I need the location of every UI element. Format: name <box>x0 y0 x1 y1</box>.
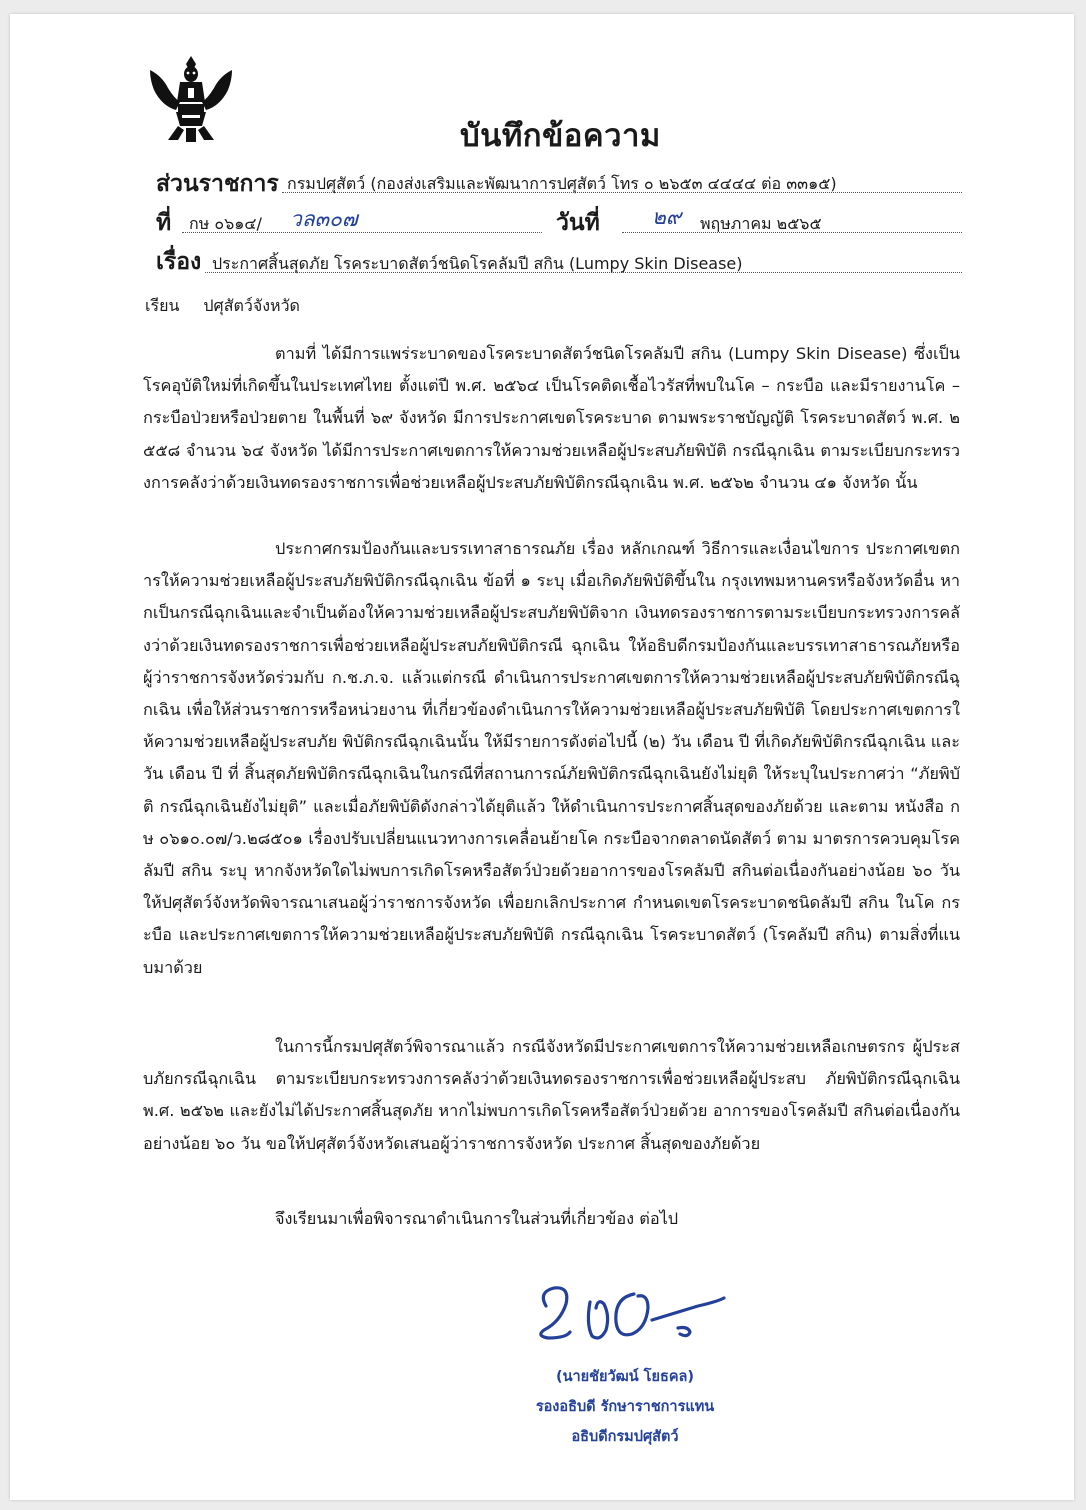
signer-position: รองอธิบดี รักษาราชการแทน <box>535 1399 715 1415</box>
subject-label: เรื่อง <box>156 249 202 275</box>
paragraph-2: ประกาศกรมป้องกันและบรรเทาสาธารณภัย เรื่อง หลักเกณฑ์ วิธีการและเงื่อนไขการ ประกาศเขตการให้ความช่วยเหลือผู้ประสบภัยพิบัติกรณีฉุกเฉิน ข้อที่ ๑ ระบุ เมื่อเกิดภัยพิบัติขึ้นใน กรุงเทพมหานครหรือจังหวัดอื่น หากเป็นกรณีฉุกเฉินและจำเป็นต้องให้ความช่วยเหลือผู้ประสบภัยพิบัติจาก เงินทดรองราชการตามระเบียบกระทรวงการคลังว่าด้วยเงินทดรองราชการเพื่อช่วยเหลือผู้ประสบภัยพิบัติกรณี ฉุกเฉิน ให้อธิบดีกรมป้องกันและบรรเทาสาธารณภัยหรือผู้ว่าราชการจังหวัดร่วมกับ ก.ช.ภ.จ. แล้วแต่กรณี ดำเนินการประกาศเขตการให้ความช่วยเหลือผู้ประสบภัยพิบัติกรณีฉุกเฉิน เพื่อให้ส่วนราชการหรือหน่วยงาน ที่เกี่ยวข้องดำเนินการให้ความช่วยเหลือผู้ประสบภัยพิบัติ โดยประกาศเขตการให้ความช่วยเหลือผู้ประสบภัย พิบัติกรณีฉุกเฉินนั้น ให้มีรายการดังต่อไปนี้ (๒) วัน เดือน ปี ที่เกิดภัยพิบัติกรณีฉุกเฉิน และวัน เดือน ปี ที่ สิ้นสุดภัยพิบัติกรณีฉุกเฉินในกรณีที่สถานการณ์ภัยพิบัติกรณีฉุกเฉินยังไม่ยุติ ให้ระบุในประกาศว่า “ภัยพิบัติ กรณีฉุกเฉินยังไม่ยุติ” และเมื่อภัยพิบัติดังกล่าวได้ยุติแล้ว ให้ดำเนินการประกาศสิ้นสุดของภัยด้วย และตาม หนังสือ กษ ๐๖๑๐.๐๗/ว.๒๘๕๐๑ เรื่องปรับเปลี่ยนแนวทางการเคลื่อนย้ายโค กระบือจากตลาดนัดสัตว์ ตาม มาตรการควบคุมโรคลัมปี สกิน ระบุ หากจังหวัดใดไม่พบการเกิดโรคหรือสัตว์ป่วยด้วยอาการของโรคลัมปี สกินต่อเนื่องกันอย่างน้อย ๖๐ วัน ให้ปศุสัตว์จังหวัดพิจารณาเสนอผู้ว่าราชการจังหวัด เพื่อยกเลิกประกาศ กำหนดเขตโรคระบาดชนิดลัมปี สกิน ในโค กระบือ และประกาศเขตการให้ความช่วยเหลือผู้ประสบภัยพิบัติ กรณีฉุกเฉิน โรคระบาดสัตว์ (โรคลัมปี สกิน) ตามสิ่งที่แนบมาด้วย <box>143 539 960 977</box>
recipient-value: ปศุสัตว์จังหวัด <box>203 296 300 315</box>
date-label: วันที่ <box>556 210 600 236</box>
recipient-label: เรียน <box>145 296 180 315</box>
closing-line: จึงเรียนมาเพื่อพิจารณาดำเนินการในส่วนที่เกี่ยวข้อง ต่อไป <box>275 1209 679 1228</box>
date-day-handwritten: ๒๙ <box>652 205 682 229</box>
department-value: กรมปศุสัตว์ (กองส่งเสริมและพัฒนาการปศุสัตว์ โทร ๐ ๒๖๕๓ ๔๔๔๔ ต่อ ๓๓๑๕) <box>287 174 837 193</box>
signer-name: (นายชัยวัฒน์ โยธคล) <box>555 1369 695 1385</box>
recipient <box>145 294 324 319</box>
garuda-emblem-icon <box>148 52 234 148</box>
memo-title: บันทึกข้อความ <box>460 118 661 154</box>
subject-value: ประกาศสิ้นสุดภัย โรคระบาดสัตว์ชนิดโรคลัมปี สกิน (Lumpy Skin Disease) <box>212 254 743 273</box>
doc-number-label: ที่ <box>156 210 172 236</box>
department-label: ส่วนราชการ <box>156 171 279 197</box>
paragraph-1: ตามที่ ได้มีการแพร่ระบาดของโรคระบาดสัตว์ชนิดโรคลัมปี สกิน (Lumpy Skin Disease) ซึ่งเป็นโรคอุบัติใหม่ที่เกิดขึ้นในประเทศไทย ตั้งแต่ปี พ.ศ. ๒๕๖๔ เป็นโรคติดเชื้อไวรัสที่พบในโค – กระบือ และมีรายงานโค – กระบือป่วยหรือป่วยตาย ในพื้นที่ ๖๙ จังหวัด มีการประกาศเขตโรคระบาด ตามพระราชบัญญัติ โรคระบาดสัตว์ พ.ศ. ๒๕๕๘ จำนวน ๖๔ จังหวัด ได้มีการประกาศเขตการให้ความช่วยเหลือผู้ประสบภัยพิบัติ กรณีฉุกเฉิน ตามระเบียบกระทรวงการคลังว่าด้วยเงินทดรองราชการเพื่อช่วยเหลือผู้ประสบภัยพิบัติกรณีฉุกเฉิน พ.ศ. ๒๕๖๒ จำนวน ๔๑ จังหวัด นั้น <box>143 344 960 492</box>
doc-number-prefix: กษ ๐๖๑๔/ <box>189 214 262 233</box>
signer-block <box>500 1362 750 1452</box>
signer-title: อธิบดีกรมปศุสัตว์ <box>571 1429 679 1445</box>
handwritten-signature <box>528 1258 738 1368</box>
paragraph-3: ในการนี้กรมปศุสัตว์พิจารณาแล้ว กรณีจังหวัดมีประกาศเขตการให้ความช่วยเหลือเกษตรกร ผู้ประสบภัยกรณีฉุกเฉิน ตามระเบียบกระทรวงการคลังว่าด้วยเงินทดรองราชการเพื่อช่วยเหลือผู้ประสบ ภัยพิบัติกรณีฉุกเฉิน พ.ศ. ๒๕๖๒ และยังไม่ได้ประกาศสิ้นสุดภัย หากไม่พบการเกิดโรคหรือสัตว์ป่วยด้วย อาการของโรคลัมปี สกินต่อเนื่องกันอย่างน้อย ๖๐ วัน ขอให้ปศุสัตว์จังหวัดเสนอผู้ว่าราชการจังหวัด ประกาศ สิ้นสุดของภัยด้วย <box>143 1037 960 1153</box>
date-month-year: พฤษภาคม ๒๕๖๕ <box>700 214 822 233</box>
doc-number-handwritten: วล๓๐๗ <box>290 207 358 231</box>
